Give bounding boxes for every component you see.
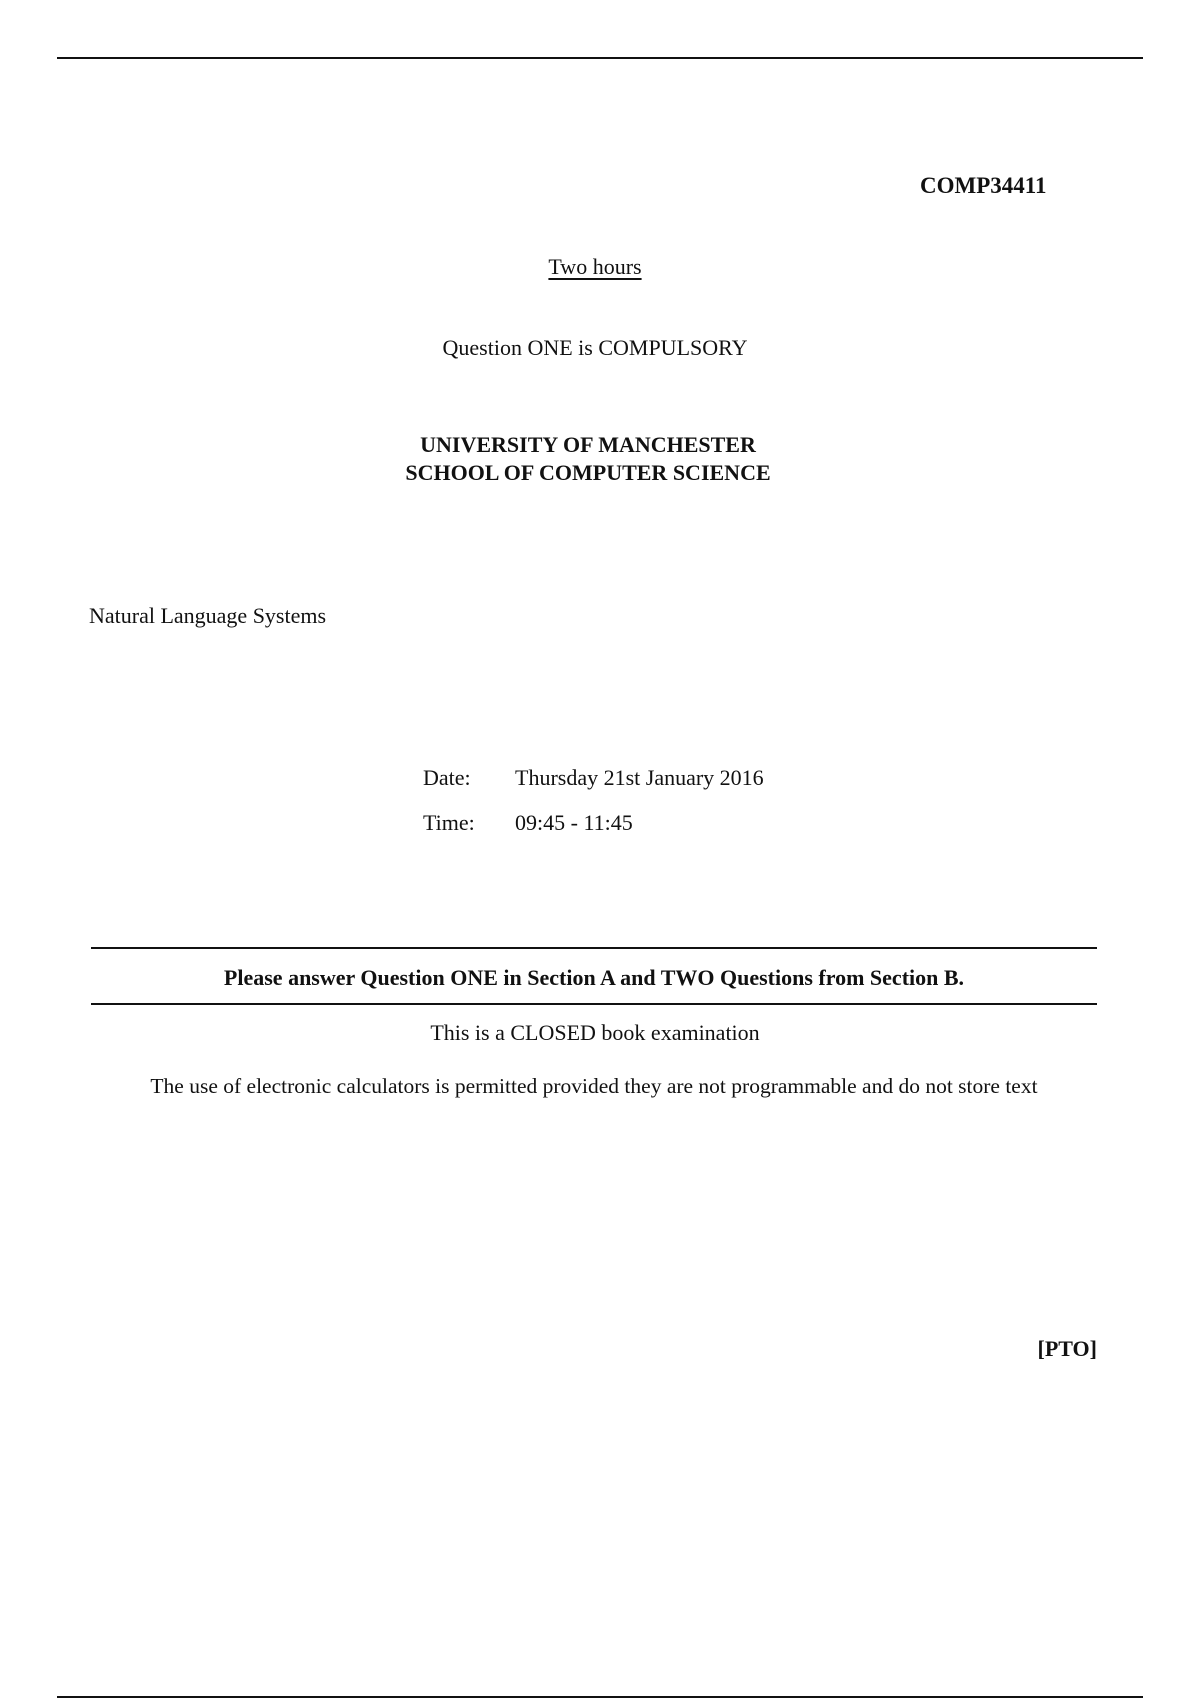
date-value: Thursday 21st January 2016: [515, 765, 764, 790]
time-label: Time:: [423, 810, 475, 835]
top-page-rule: [57, 57, 1143, 59]
compulsory-note: Question ONE is COMPULSORY: [442, 335, 748, 360]
university-name: UNIVERSITY OF MANCHESTER: [420, 432, 756, 457]
exam-duration: Two hours: [548, 254, 642, 279]
school-name: SCHOOL OF COMPUTER SCIENCE: [405, 460, 771, 485]
course-title: Natural Language Systems: [89, 603, 327, 628]
closed-book-note: This is a CLOSED book examination: [430, 1020, 760, 1045]
bottom-page-rule: [57, 1696, 1143, 1698]
instructions-top-rule: [91, 947, 1097, 949]
main-instruction: Please answer Question ONE in Section A and TWO Questions from Section B.: [223, 965, 965, 990]
calculator-note: The use of electronic calculators is permitted provided they are not programmable and do not store text: [150, 1074, 1038, 1098]
time-value: 09:45 - 11:45: [515, 810, 633, 835]
date-label: Date:: [423, 765, 471, 790]
instructions-bottom-rule: [91, 1003, 1097, 1005]
pto-marker: [PTO]: [1037, 1336, 1097, 1361]
course-code: COMP34411: [920, 173, 1047, 198]
